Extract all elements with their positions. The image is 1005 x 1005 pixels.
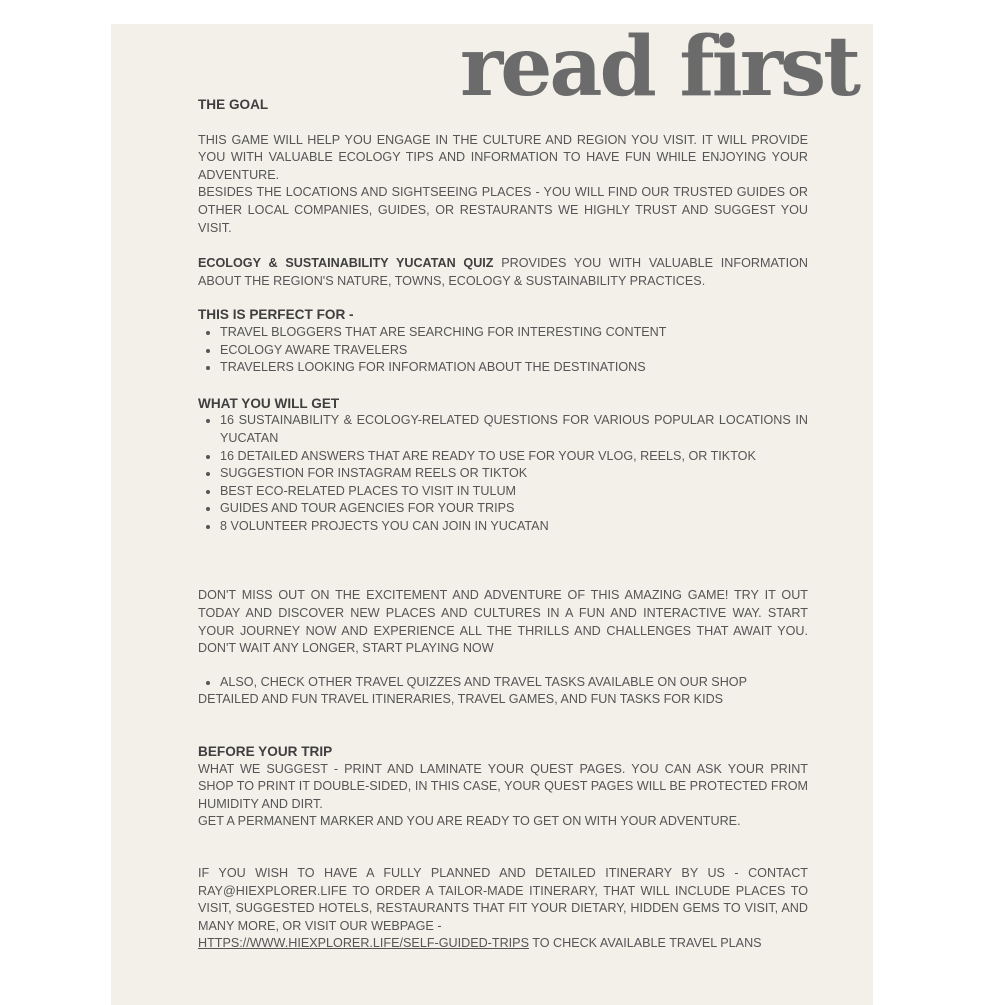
- quiz-paragraph: [198, 255, 808, 290]
- before-trip-paragraph-1: WHAT WE SUGGEST - PRINT AND LAMINATE YOUR QUEST PAGES. YOU CAN ASK YOUR PRINT SHOP TO PRINT IT DOUBLE-SIDED, IN THIS CASE, YOUR QUEST PAGES WILL BE PROTECTED FROM HUMIDITY AND DIRT.: [198, 761, 808, 811]
- list-item: • BEST ECO-RELATED PLACES TO VISIT IN TULUM: [220, 483, 808, 501]
- what-you-get-heading: WHAT YOU WILL GET: [198, 395, 340, 411]
- perfect-for-heading: THIS IS PERFECT FOR -: [198, 307, 354, 323]
- itinerary-paragraph: [198, 865, 808, 953]
- also-list: [198, 674, 808, 692]
- page-title: read first: [460, 19, 859, 115]
- quiz-text: PROVIDES YOU WITH VALUABLE INFORMATION ABOUT THE REGION'S NATURE, TOWNS, ECOLOGY & SUSTAINABILITY PRACTICES.: [198, 256, 808, 288]
- perfect-for-list: [198, 324, 808, 377]
- cta-paragraph: DON'T MISS OUT ON THE EXCITEMENT AND ADVENTURE OF THIS AMAZING GAME! TRY IT OUT TODAY AND DISCOVER NEW PLACES AND CULTURES IN A FUN AND INTERACTIVE WAY. START YOUR JOURNEY NOW AND EXPERIENCE ALL THE THRILLS AND CHALLENGES THAT AWAIT YOU. DON'T WAIT ANY LONGER, START PLAYING NOW: [198, 588, 808, 656]
- document-content: [198, 96, 808, 953]
- list-item: • TRAVELERS LOOKING FOR INFORMATION ABOUT THE DESTINATIONS: [220, 359, 808, 377]
- what-you-get-list: [198, 412, 808, 535]
- before-trip-paragraph-2: GET A PERMANENT MARKER AND YOU ARE READY TO GET ON WITH YOUR ADVENTURE.: [198, 814, 741, 829]
- list-item: • TRAVEL BLOGGERS THAT ARE SEARCHING FOR INTERESTING CONTENT: [220, 324, 808, 342]
- list-item: • 16 DETAILED ANSWERS THAT ARE READY TO USE FOR YOUR VLOG, REELS, OR TIKTOK: [220, 448, 808, 466]
- goal-paragraph-1: THIS GAME WILL HELP YOU ENGAGE IN THE CULTURE AND REGION YOU VISIT. IT WILL PROVIDE YOU WITH VALUABLE ECOLOGY TIPS AND INFORMATION TO HAVE FUN WHILE ENJOYING YOUR ADVENTURE.: [198, 132, 808, 182]
- itinerary-text: IF YOU WISH TO HAVE A FULLY PLANNED AND DETAILED ITINERARY BY US - CONTACT RAY@HIEXPLORER.LIFE TO ORDER A TAILOR-MADE ITINERARY, THAT WILL INCLUDE PLACES TO VISIT, SUGGESTED HOTELS, RESTAURANTS THAT FIT YOUR DIETARY, HIDDEN GEMS TO VISIT, AND MANY MORE, OR VISIT OUR WEBPAGE -: [198, 866, 808, 933]
- list-item: • ALSO, CHECK OTHER TRAVEL QUIZZES AND TRAVEL TASKS AVAILABLE ON OUR SHOP: [220, 674, 808, 692]
- list-item: • GUIDES AND TOUR AGENCIES FOR YOUR TRIPS: [220, 500, 808, 518]
- trips-link[interactable]: HTTPS://WWW.HIEXPLORER.LIFE/SELF-GUIDED-TRIPS: [198, 936, 529, 951]
- quiz-name: ECOLOGY & SUSTAINABILITY YUCATAN QUIZ: [198, 256, 494, 271]
- itineraries-line: DETAILED AND FUN TRAVEL ITINERARIES, TRAVEL GAMES, AND FUN TASKS FOR KIDS: [198, 692, 724, 707]
- list-item: • ECOLOGY AWARE TRAVELERS: [220, 342, 808, 360]
- goal-paragraph-2: BESIDES THE LOCATIONS AND SIGHTSEEING PLACES - YOU WILL FIND OUR TRUSTED GUIDES OR OTHER LOCAL COMPANIES, GUIDES, OR RESTAURANTS WE HIGHLY TRUST AND SUGGEST YOU VISIT.: [198, 185, 808, 235]
- goal-heading: THE GOAL: [198, 97, 269, 112]
- before-trip-heading: BEFORE YOUR TRIP: [198, 744, 333, 760]
- list-item: • 16 SUSTAINABILITY & ECOLOGY-RELATED QUESTIONS FOR VARIOUS POPULAR LOCATIONS IN YUCATAN: [220, 412, 808, 447]
- list-item: • 8 VOLUNTEER PROJECTS YOU CAN JOIN IN YUCATAN: [220, 518, 808, 536]
- list-item: • SUGGESTION FOR INSTAGRAM REELS OR TIKTOK: [220, 465, 808, 483]
- itinerary-link-suffix: TO CHECK AVAILABLE TRAVEL PLANS: [528, 936, 762, 951]
